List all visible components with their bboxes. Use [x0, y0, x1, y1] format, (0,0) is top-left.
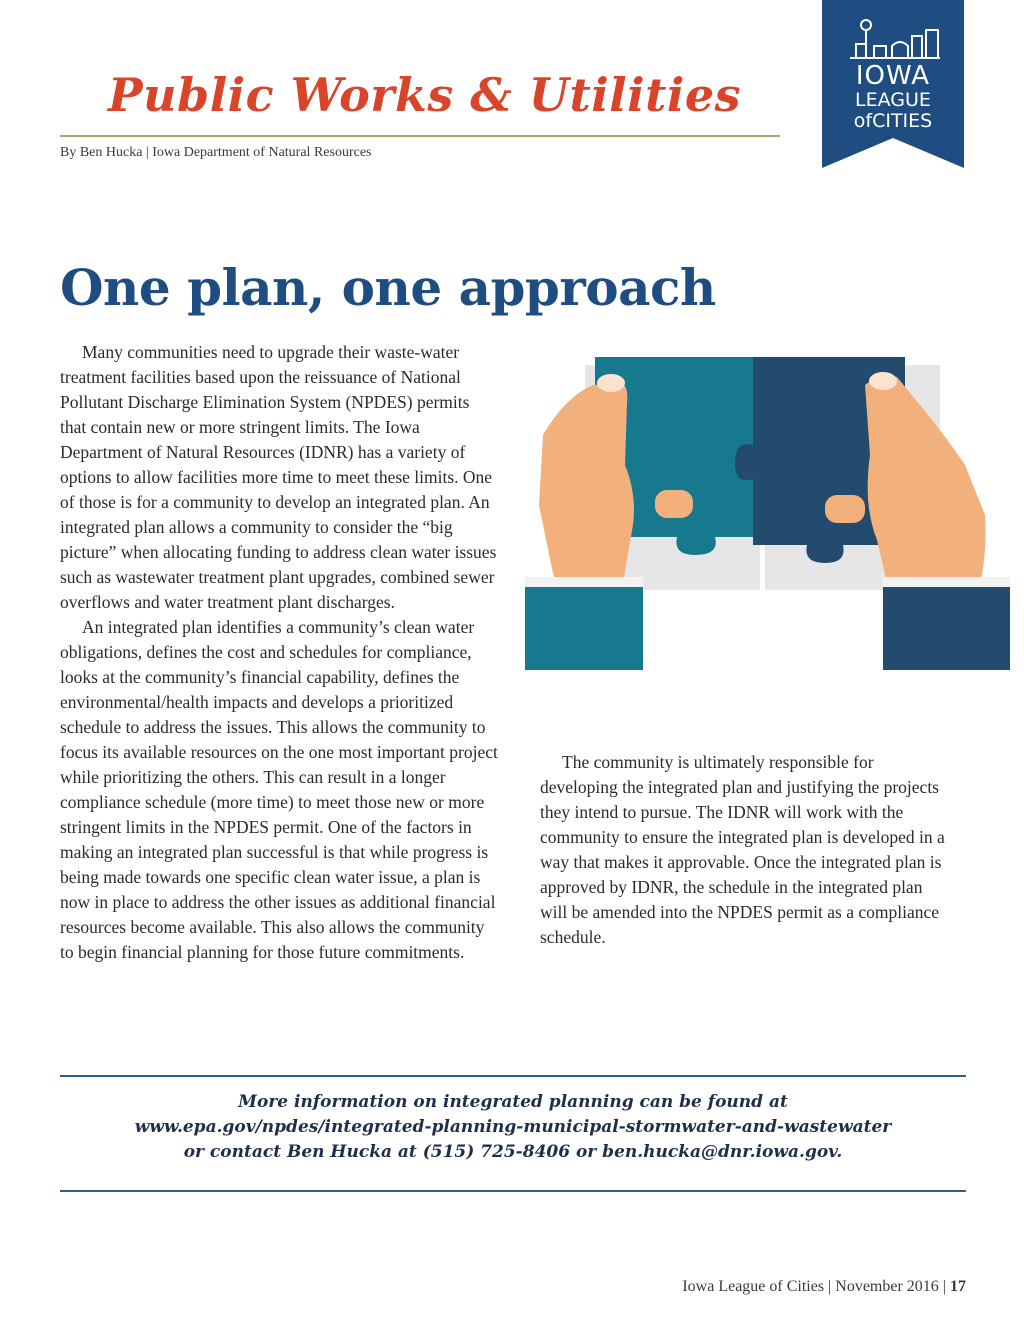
logo-league-text: LEAGUE	[855, 89, 931, 111]
article-left-column	[60, 340, 498, 965]
puzzle-hands-illustration	[525, 345, 1010, 670]
info-divider-bottom	[60, 1190, 966, 1192]
paragraph: An integrated plan identifies a community’s clean water obligations, defines the cost and schedules for compliance, looks at the community’s financial capability, defines the environmental/health impacts and develops a prioritized schedule to address the issues. This allows the community to focus its available resources on the one most important project while prioritizing the others. This can result in a longer compliance schedule (more time) to meet those new or more stringent limits in the NPDES permit. One of the factors in making an integrated plan successful is that while progress is being made towards one specific clean water issue, a plan is now in place to address the other issues as additional financial resources become available. This also allows the community to begin financial planning for those future commitments.	[60, 617, 498, 962]
logo-banner-shape	[822, 0, 964, 168]
article-right-column	[540, 750, 950, 950]
iowa-league-logo	[822, 0, 964, 168]
left-sleeve	[525, 577, 643, 670]
paragraph: Many communities need to upgrade their waste-water treatment facilities based upon the reissuance of National Pollutant Discharge Elimination System (NPDES) permits that contain new or more stringent limits. The Iowa Department of Natural Resources (IDNR) has a variety of options to allow facilities more time to meet these limits. One of those is for a community to develop an integrated plan. An integrated plan allows a community to consider the “big picture” when allocating funding to address clean water issues such as wastewater treatment plant upgrades, combined sewer overflows and water treatment plant discharges.	[60, 342, 497, 612]
info-url-link[interactable]: www.epa.gov/npdes/integrated-planning-municipal-stormwater-and-wastewater	[134, 1117, 892, 1137]
page-number: 17	[950, 1278, 966, 1295]
info-divider-top	[60, 1075, 966, 1077]
paragraph: The community is ultimately responsible for developing the integrated plan and justifying the projects they intend to pursue. The IDNR will work with the community to ensure the integrated plan is developed in a way that makes it approvable. Once the integrated plan is approved by IDNR, the schedule in the integrated plan will be amended into the NPDES permit as a compliance schedule.	[540, 752, 945, 947]
logo-cities-text: ofCITIES	[853, 110, 933, 132]
article-headline: One plan, one approach	[60, 258, 716, 317]
footer-publication: Iowa League of Cities | November 2016 |	[682, 1278, 950, 1295]
left-hand	[539, 383, 634, 583]
byline: By Ben Hucka | Iowa Department of Natural Resources	[60, 145, 372, 160]
more-info-box	[60, 1090, 966, 1165]
right-sleeve	[883, 577, 1010, 670]
title-divider	[60, 135, 780, 137]
info-contact-line[interactable]: or contact Ben Hucka at (515) 725-8406 or ben.hucka@dnr.iowa.gov.	[183, 1142, 843, 1162]
page-footer	[682, 1278, 966, 1296]
info-line: More information on integrated planning can be found at	[238, 1092, 788, 1112]
section-title: Public Works & Utilities	[108, 68, 741, 122]
logo-iowa-text: IOWA	[855, 61, 931, 91]
